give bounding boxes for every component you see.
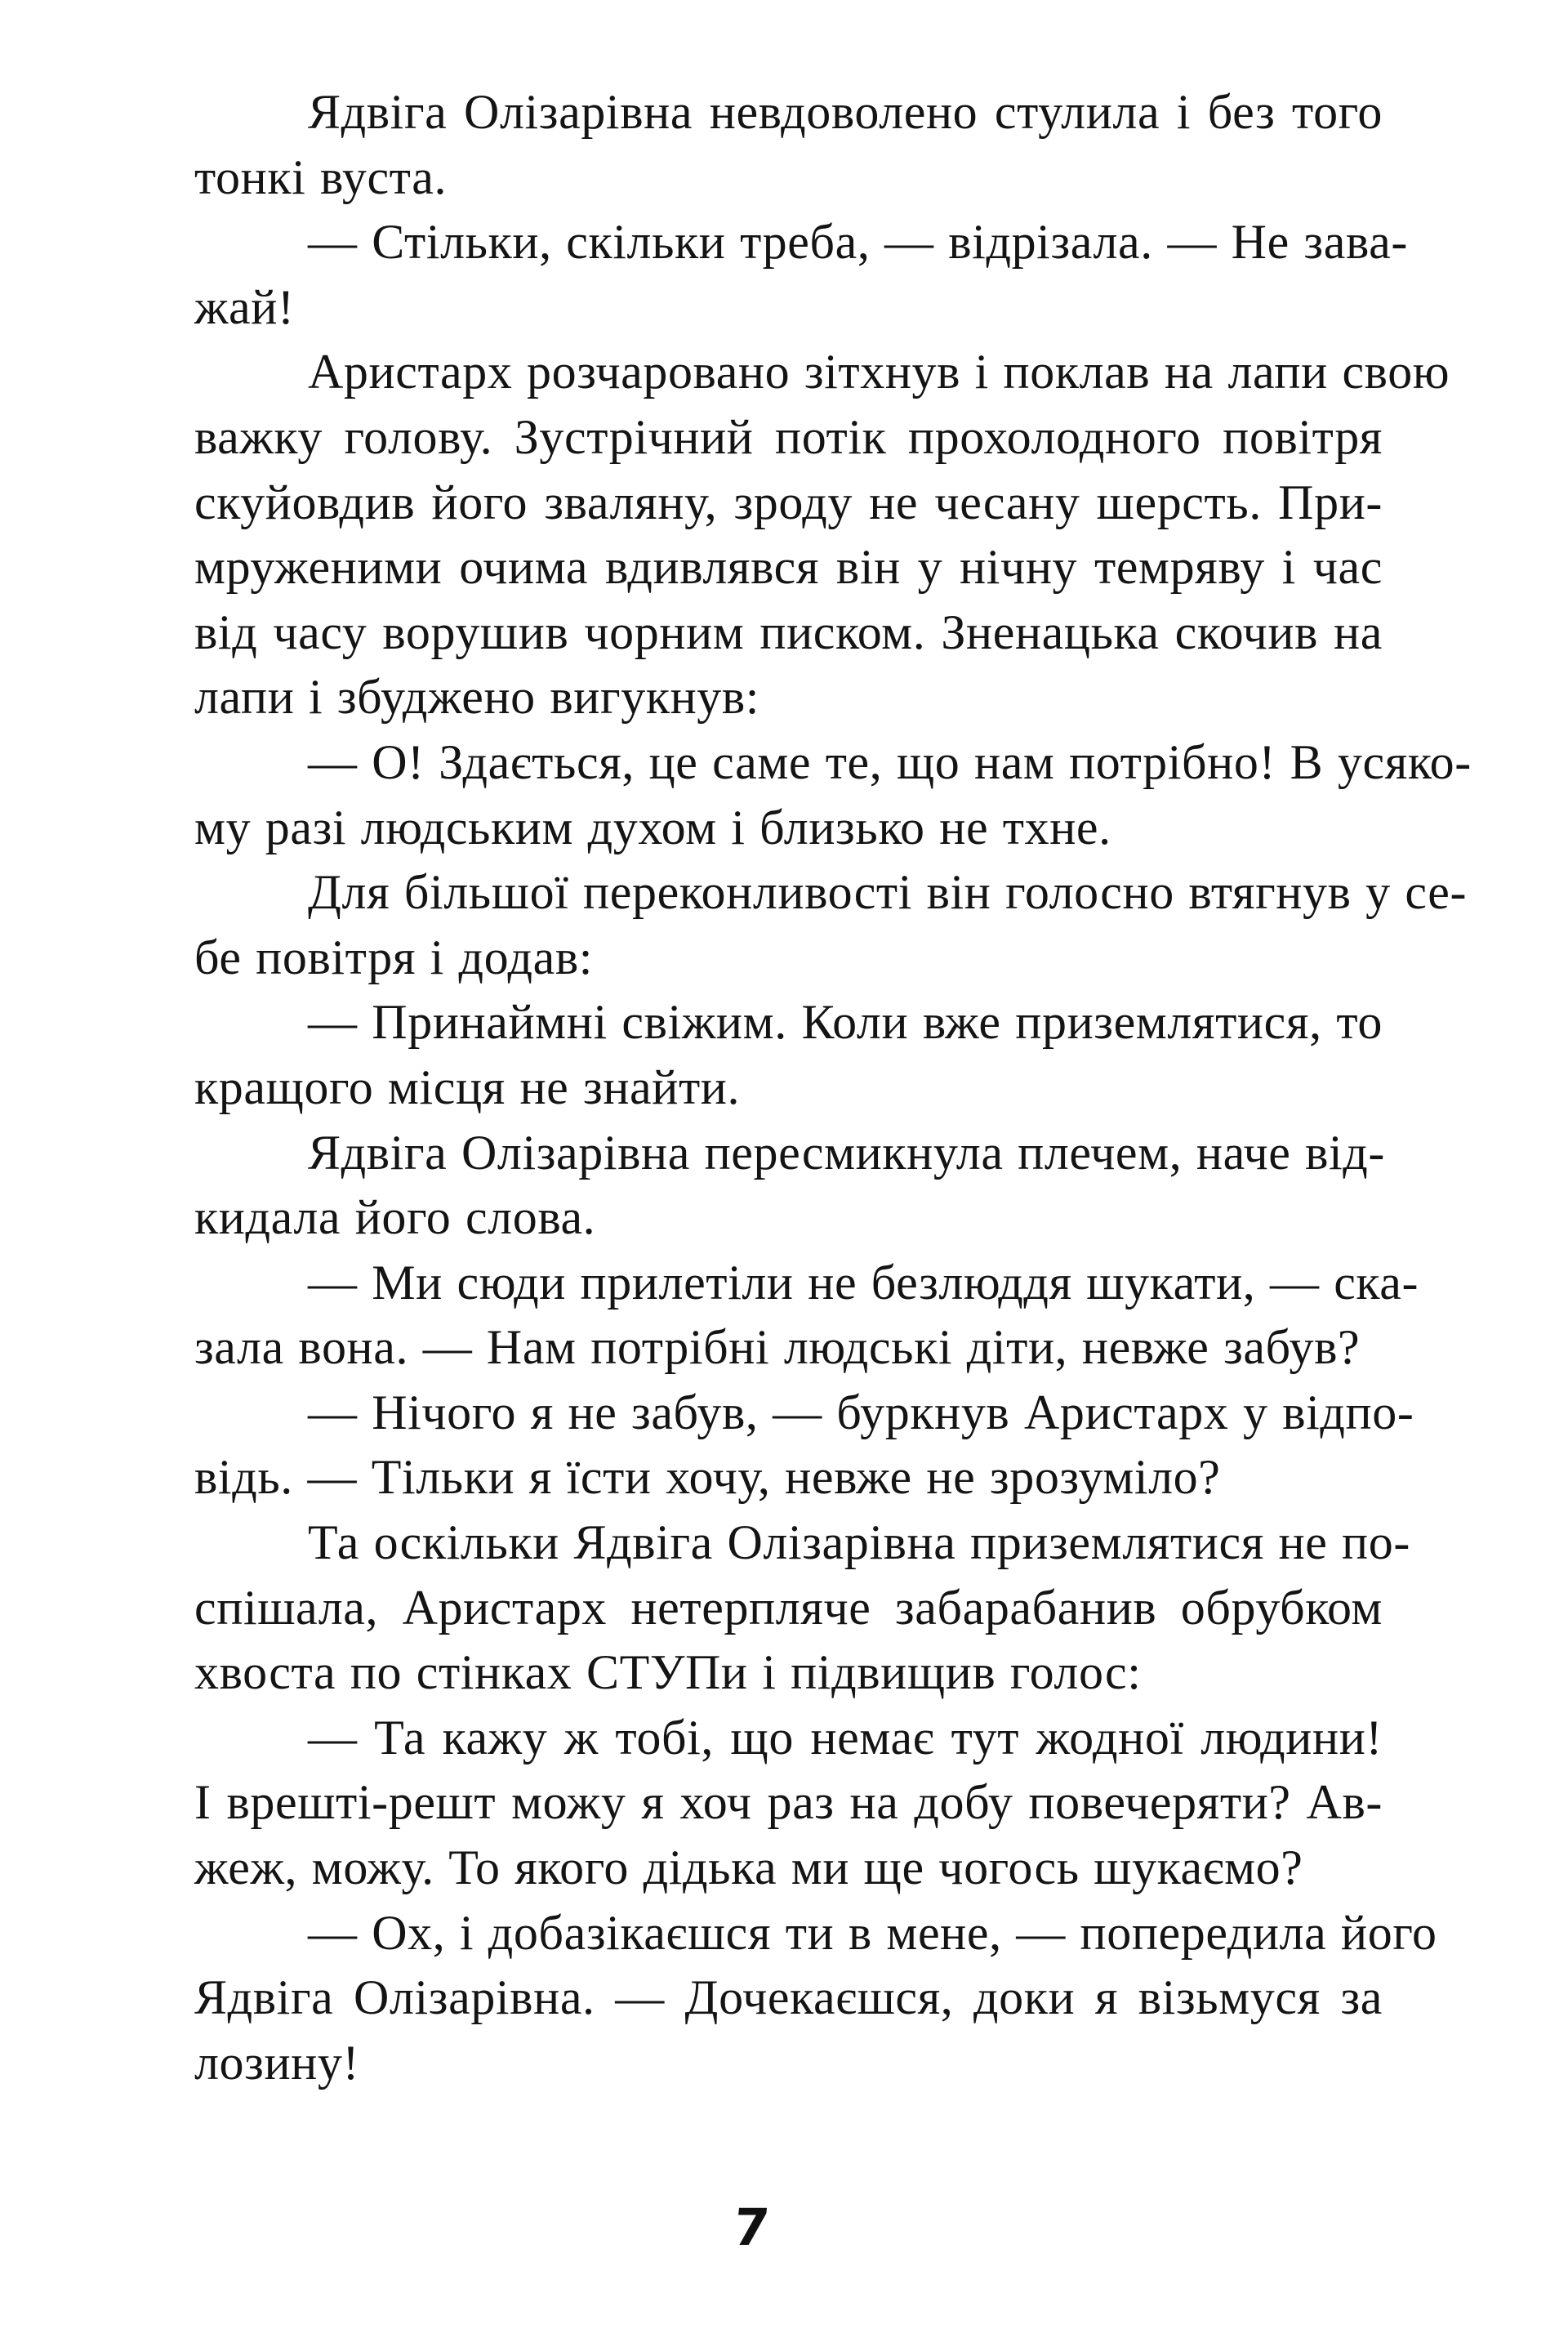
text-line: лозину! [194,2035,360,2090]
text-line: скуйовдив його зваляну, зроду не чесану шерсть. При- [194,475,1383,529]
text-line: — Нічого я не забув, — буркнув Аристарх у відпо- [308,1385,1414,1439]
text-line: спішала, Аристарх нетерпляче забарабанив обрубком [194,1580,1383,1635]
text-line: му разі людським духом і близько не тхне. [194,800,1111,854]
text-line: І врешті-решт можу я хоч раз на добу повечеряти? Ав- [194,1775,1383,1830]
text-line: важку голову. Зустрічний потік прохолодного повітря [194,409,1383,464]
text-line: Для більшої переконливості він голосно втягнув у се- [308,865,1468,920]
text-line: від часу ворушив чорним писком. Зненацька скочив на [194,605,1383,659]
text-line: Ядвіга Олізарівна. — Дочекаєшся, доки я візьмуся за [194,1970,1383,2025]
text-line: Ядвіга Олізарівна невдоволено стулила і без того [308,85,1383,139]
text-line: Аристарх розчаровано зітхнув і поклав на лапи свою [308,345,1450,399]
text-line: Ядвіга Олізарівна пересмикнула плечем, наче від- [308,1125,1385,1180]
text-line: — О! Здається, це саме те, що нам потрібно! В усяко- [308,734,1472,789]
text-line: — Ох, і добазікаєшся ти в мене, — попередила його [308,1905,1437,1960]
text-line: — Стільки, скільки треба, — відрізала. — Не зава- [308,215,1408,270]
text-line: — Принаймні свіжим. Коли вже приземлятися, то [308,995,1383,1050]
text-line: — Ми сюди прилетіли не безлюддя шукати, — ска- [308,1255,1419,1310]
text-line: кидала його слова. [194,1190,596,1245]
text-line: кращого місця не знайти. [194,1060,741,1114]
text-line: Та оскільки Ядвіга Олізарівна приземлятися не по- [308,1515,1410,1570]
text-line: хвоста по стінках СТУПи і підвищив голос: [194,1645,1142,1700]
text-line: тонкі вуста. [194,149,448,204]
text-line: зала вона. — Нам потрібні людські діти, невже забув? [194,1320,1361,1375]
text-line: бе повітря і додав: [194,930,594,984]
page-number: 7 [730,2197,773,2257]
text-line: відь. — Тільки я їсти хочу, невже не зрозуміло? [194,1450,1221,1505]
text-line: лапи і збуджено вигукнув: [194,670,760,725]
text-line: — Та кажу ж тобі, що немає тут жодної людини! [308,1710,1383,1765]
text-line: жеж, можу. То якого дідька ми ще чогось шукаємо? [194,1840,1303,1895]
text-line: жай! [194,279,295,334]
page-body-text [194,80,1472,2095]
text-line: мруженими очима вдивлявся він у нічну темряву і час [194,540,1383,595]
